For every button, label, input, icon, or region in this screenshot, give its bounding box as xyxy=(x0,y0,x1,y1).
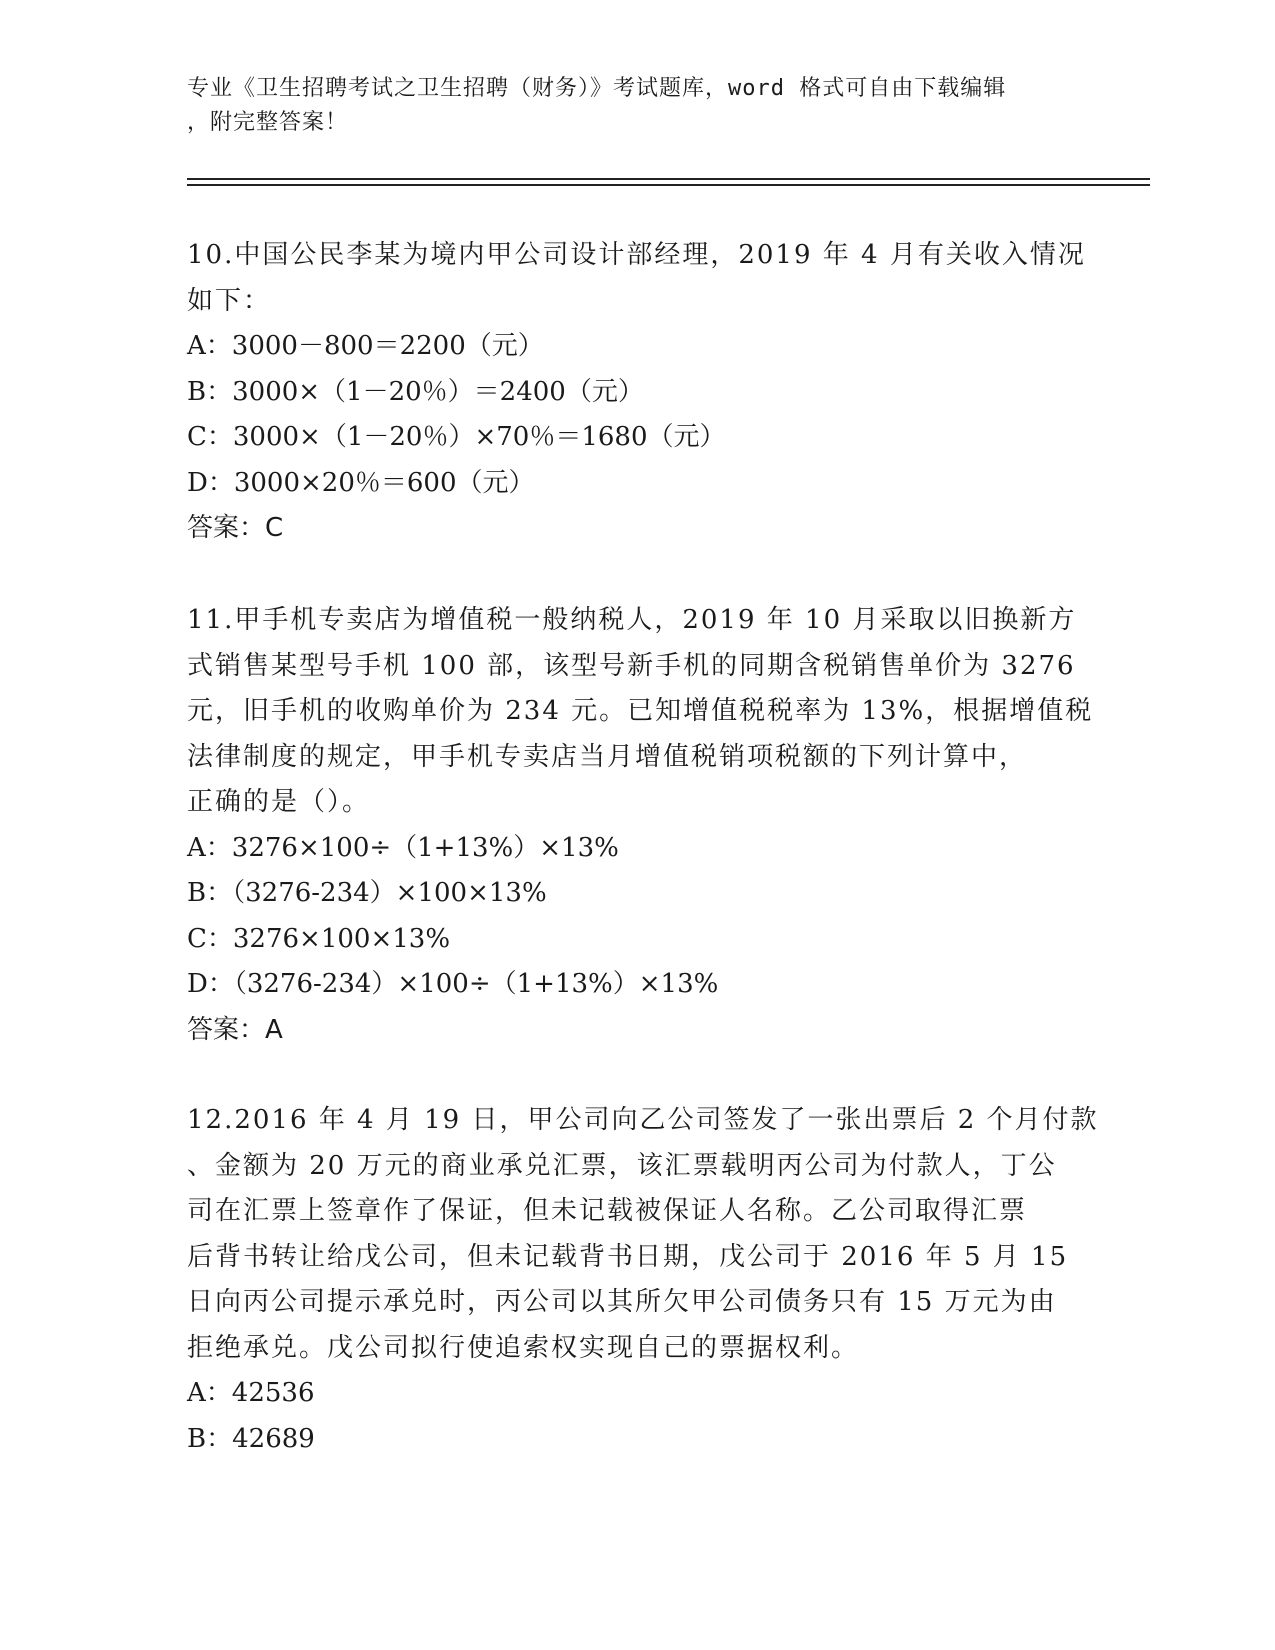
question-12 xyxy=(187,1098,1099,1462)
question-text-line: 法律制度的规定，甲手机专卖店当月增值税销项税额的下列计算中， xyxy=(187,741,1028,772)
question-text-line: 10.中国公民李某为境内甲公司设计部经理，2019 年 4 月有关收入情况 xyxy=(187,240,1086,270)
question-text-line: 式销售某型号手机 100 部，该型号新手机的同期含税销售单价为 3276 xyxy=(187,650,1076,681)
document-header xyxy=(187,72,1087,140)
question-text-line: 正确的是（）。 xyxy=(187,787,371,817)
option-d: D：3000×20％＝600（元） xyxy=(187,467,535,498)
question-text-line: 元，旧手机的收购单价为 234 元。已知增值税税率为 13%，根据增值税 xyxy=(187,696,1094,726)
option-a: A：3276×100÷（1+13%）×13% xyxy=(187,832,619,863)
question-text-line: 司在汇票上签章作了保证，但未记载被保证人名称。乙公司取得汇票 xyxy=(187,1196,1028,1226)
option-d: D：（3276-234）×100÷（1+13%）×13% xyxy=(187,969,719,999)
question-text-line: 11.甲手机专卖店为增值税一般纳税人，2019 年 10 月采取以旧换新方 xyxy=(187,605,1077,635)
option-b: B：（3276-234）×100×13% xyxy=(187,878,547,908)
question-text-line: 12.2016 年 4 月 19 日，甲公司向乙公司签发了一张出票后 2 个月付款 xyxy=(187,1105,1099,1135)
question-10 xyxy=(187,233,1087,552)
header-line: ，附完整答案！ xyxy=(187,110,349,135)
option-c: C：3276×100×13% xyxy=(187,923,451,954)
header-line: 专业《卫生招聘考试之卫生招聘（财务）》考试题库，word 格式可自由下载编辑 xyxy=(187,76,1007,101)
option-c: C：3000×（1－20％）×70％＝1680（元） xyxy=(187,422,726,452)
option-b: B：3000×（1－20％）＝2400（元） xyxy=(187,376,644,407)
answer-label: 答案：C xyxy=(187,513,284,543)
answer-label: 答案：A xyxy=(187,1014,283,1045)
option-a: A：3000－800＝2200（元） xyxy=(187,331,544,361)
header-divider-bottom xyxy=(187,184,1150,186)
question-text-line: 、金额为 20 万元的商业承兑汇票，该汇票载明丙公司为付款人，丁公 xyxy=(187,1150,1057,1181)
question-text-line: 日向丙公司提示承兑时，丙公司以其所欠甲公司债务只有 15 万元为由 xyxy=(187,1287,1057,1317)
option-a: A：42536 xyxy=(187,1378,315,1408)
question-text-line: 如下： xyxy=(187,285,272,316)
question-11 xyxy=(187,598,1094,1053)
question-text-line: 后背书转让给戊公司，但未记载背书日期，戊公司于 2016 年 5 月 15 xyxy=(187,1241,1069,1272)
header-divider-top xyxy=(187,178,1150,180)
option-b: B：42689 xyxy=(187,1423,315,1454)
question-text-line: 拒绝承兑。戊公司拟行使追索权实现自己的票据权利。 xyxy=(187,1332,860,1363)
